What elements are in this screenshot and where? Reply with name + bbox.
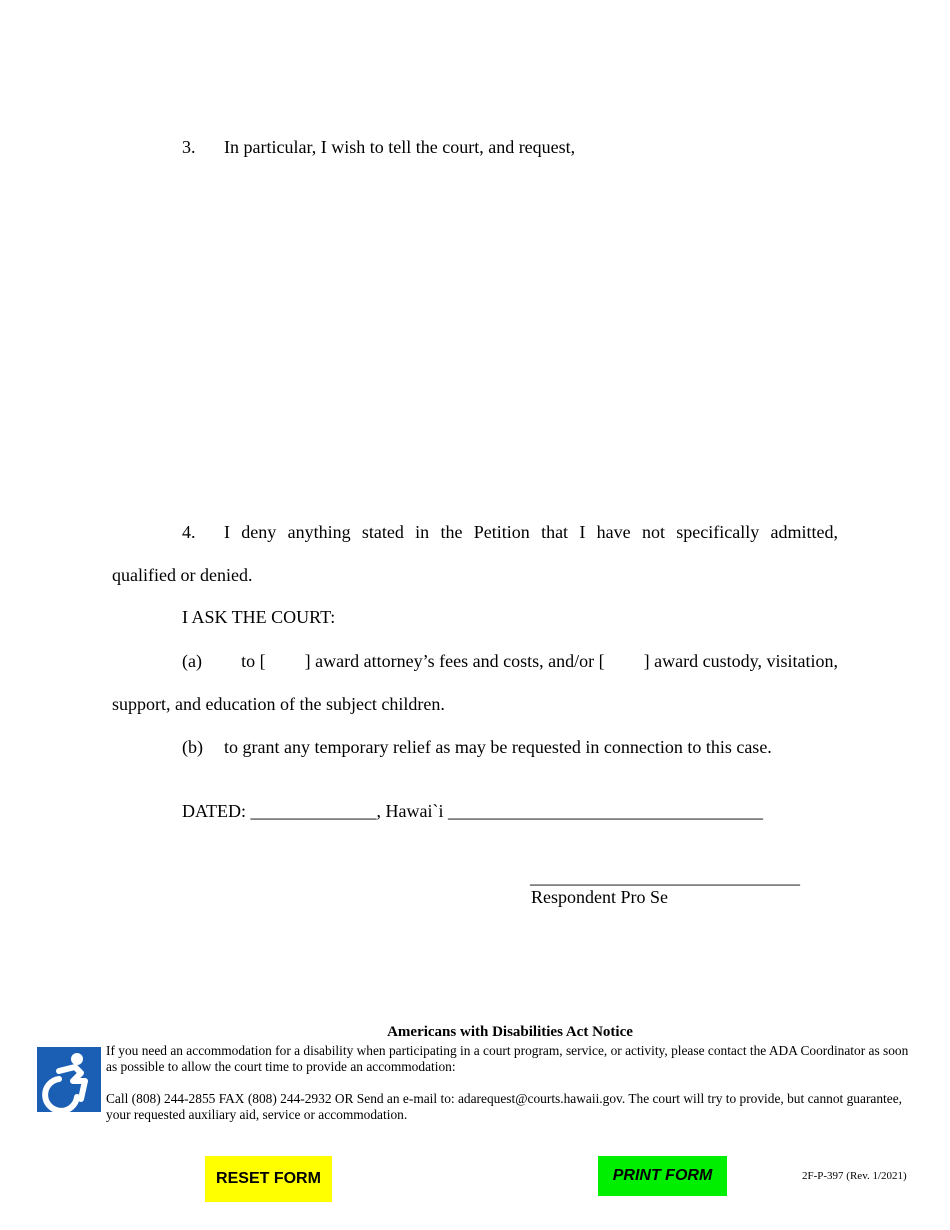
print-form-label: PRINT FORM [612, 1167, 713, 1184]
ask-heading: I ASK THE COURT: [182, 607, 336, 627]
accessibility-icon [37, 1047, 101, 1112]
signature-label: Respondent Pro Se [531, 887, 668, 907]
dated-line: DATED: ______________, Hawai`i ___________________________________ [182, 801, 763, 821]
ada-paragraph-2: Call (808) 244-2855 FAX (808) 244-2932 OR Send an e-mail to: adarequest@courts.hawaii.gov. The court will try to provide, but cannot guarantee, your requested auxiliary aid, service or accommodation. [106, 1091, 902, 1122]
signature-field[interactable] [530, 862, 810, 886]
reset-form-button[interactable] [205, 1156, 332, 1202]
item-a-part-1: to [ [241, 651, 266, 671]
item-b [182, 736, 772, 758]
item-3 [182, 136, 575, 158]
custody-checkbox[interactable] [608, 651, 628, 671]
location-field[interactable] [458, 798, 776, 820]
attorney-fees-checkbox[interactable] [258, 651, 278, 671]
item-a-line-1 [182, 650, 838, 672]
item-4-line-1 [182, 521, 838, 543]
item-3-text: In particular, I wish to tell the court, and request, [224, 137, 576, 157]
print-form-button[interactable] [598, 1156, 727, 1196]
item-4-number: 4. [182, 522, 196, 542]
item-a-part-2: ] award attorney’s fees and costs, and/or [ [304, 651, 605, 671]
form-code: 2F-P-397 (Rev. 1/2021) [802, 1170, 907, 1182]
item-4-text: I deny anything stated in the Petition that I have not specifically admitted, [224, 522, 838, 542]
signature-line: ______________________________ [530, 867, 800, 887]
wheelchair-icon [37, 1047, 101, 1112]
item-a-line-2: support, and education of the subject children. [112, 694, 445, 714]
ada-title: Americans with Disabilities Act Notice [387, 1024, 633, 1040]
date-field[interactable] [256, 798, 386, 820]
item-a-label: (a) [182, 651, 202, 671]
item-b-text: to grant any temporary relief as may be requested in connection to this case. [224, 737, 772, 757]
item-b-label: (b) [182, 737, 203, 757]
item-4-line-2: qualified or denied. [112, 565, 253, 585]
ada-paragraph-1: If you need an accommodation for a disability when participating in a court program, service, or activity, please contact the ADA Coordinator as soon as possible to allow the court time to provide an accommodation: [106, 1043, 909, 1074]
item-a-part-3: ] award custody, visitation, [643, 651, 838, 671]
reset-form-label: RESET FORM [216, 1170, 321, 1187]
item-3-number: 3. [182, 137, 196, 157]
